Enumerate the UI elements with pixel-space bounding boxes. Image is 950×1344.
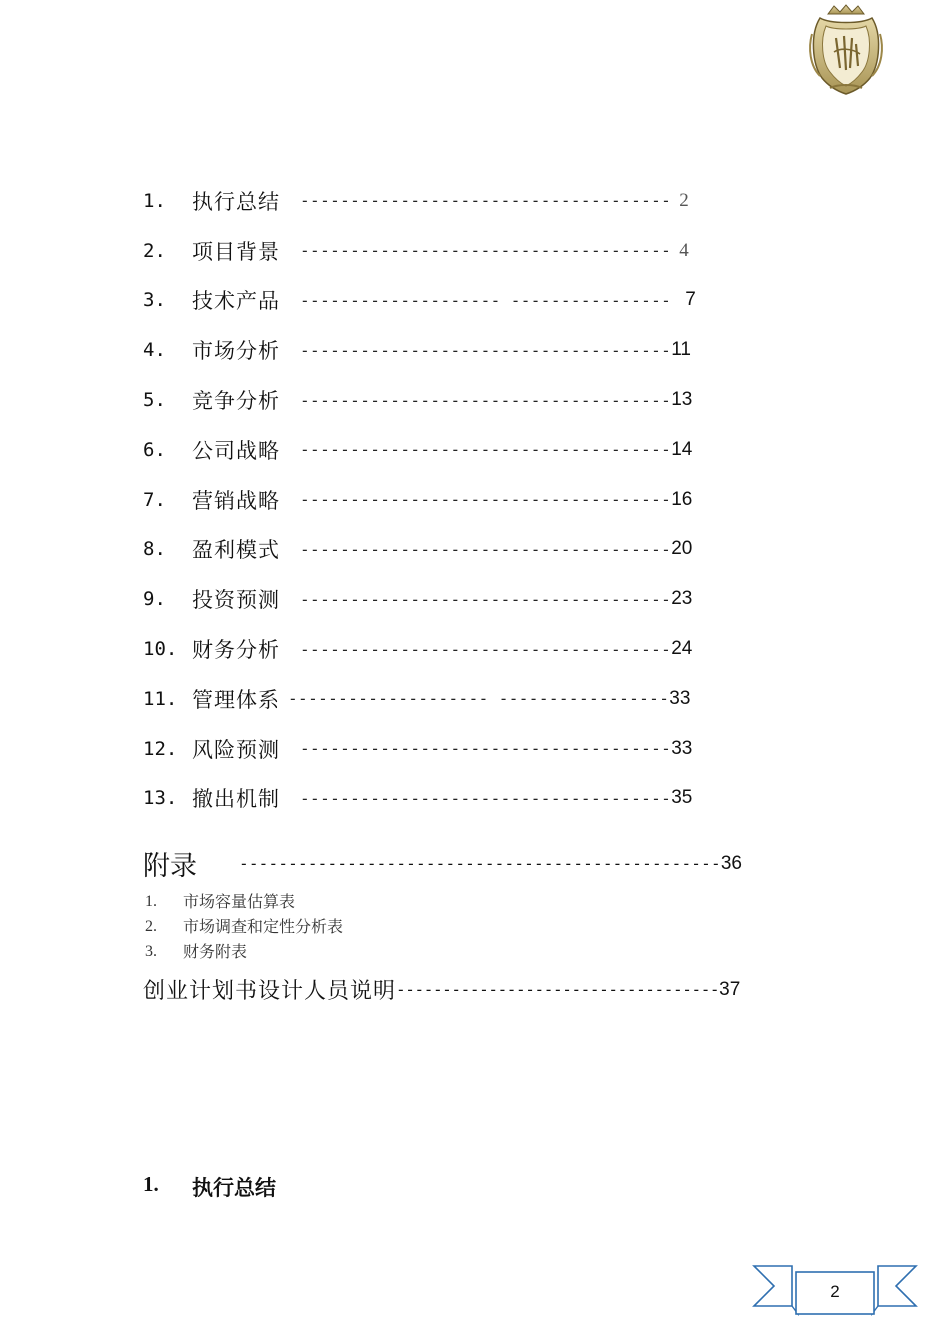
crest-emblem-icon — [806, 4, 886, 96]
appendix-item-number: 2. — [145, 918, 157, 935]
toc-entry-number: 4. — [143, 339, 166, 362]
list-item — [145, 939, 343, 964]
toc-entry-title: 公司战略 — [192, 438, 280, 463]
toc-entry-page: 14 — [671, 438, 693, 460]
toc-entry[interactable] — [143, 574, 743, 624]
toc-entry-title: 财务分析 — [192, 638, 280, 663]
toc-entry-leader: ------------------------------------- — [300, 440, 672, 460]
page-number-badge — [752, 1262, 918, 1322]
toc-entry-page: 7 — [685, 289, 696, 311]
toc-entry[interactable] — [143, 425, 743, 475]
toc-entry-leader: ------------------------------------- — [300, 788, 672, 808]
appendix-leader: ------------------------------------------------- — [239, 854, 721, 873]
table-of-contents — [143, 176, 743, 823]
toc-entry-number: 7. — [143, 488, 166, 511]
toc-entry-number: 2. — [143, 239, 166, 262]
designer-note-page: 37 — [719, 978, 741, 1000]
toc-entry-title: 执行总结 — [192, 189, 280, 214]
toc-entry-page: 20 — [671, 538, 693, 560]
appendix-item-label: 财务附表 — [183, 942, 248, 961]
list-item — [145, 889, 343, 914]
toc-entry-page: 16 — [671, 488, 693, 510]
toc-entry-number: 5. — [143, 389, 166, 412]
toc-entry-leader: ------------------------------------- — [300, 539, 672, 559]
list-item — [145, 914, 343, 939]
section-title: 执行总结 — [192, 1176, 276, 1200]
section-heading — [143, 1172, 276, 1202]
toc-entry[interactable] — [143, 375, 743, 425]
appendix-item-number: 3. — [145, 943, 157, 960]
toc-entry-title: 风险预测 — [192, 737, 280, 762]
toc-entry-page: 23 — [671, 588, 693, 610]
appendix-title: 附录 — [143, 851, 197, 882]
toc-entry-title: 管理体系 — [192, 687, 280, 712]
toc-entry-number: 9. — [143, 588, 166, 611]
toc-entry-title: 投资预测 — [192, 588, 280, 613]
toc-entry-title: 营销战略 — [192, 488, 280, 513]
toc-entry-page: 24 — [671, 638, 693, 660]
toc-entry-leader: ------------------------------------- — [300, 589, 672, 609]
toc-entry[interactable] — [143, 724, 743, 774]
toc-entry-page: 33 — [669, 687, 691, 709]
toc-entry-title: 技术产品 — [192, 289, 280, 314]
toc-entry-number: 1. — [143, 189, 166, 212]
toc-entry[interactable] — [143, 624, 743, 674]
toc-entry-number: 6. — [143, 438, 166, 461]
toc-entry-leader: ------------------------------------- — [300, 241, 672, 261]
toc-entry-designer-note[interactable] — [143, 974, 740, 1005]
toc-entry-page: 13 — [671, 389, 693, 411]
designer-note-title: 创业计划书设计人员说明 — [143, 979, 397, 1004]
toc-entry-leader: -------------------- ---------------- — [300, 290, 672, 310]
toc-entry-page: 4 — [679, 239, 689, 261]
toc-entry[interactable] — [143, 176, 743, 226]
toc-entry-appendix[interactable] — [143, 844, 823, 883]
toc-entry-title: 项目背景 — [192, 239, 280, 264]
toc-entry-leader: -------------------- ----------------- — [288, 689, 670, 709]
toc-entry-page: 2 — [679, 189, 689, 211]
toc-entry-leader: ------------------------------------- — [300, 490, 672, 510]
crest-logo — [806, 4, 886, 96]
appendix-page: 36 — [720, 852, 742, 874]
toc-entry[interactable] — [143, 226, 743, 276]
toc-entry-page: 35 — [671, 787, 693, 809]
toc-entry-page: 11 — [671, 339, 691, 361]
appendix-item-label: 市场调查和定性分析表 — [183, 917, 344, 936]
appendix-list — [145, 889, 343, 964]
toc-entry-leader: ------------------------------------- — [300, 191, 672, 211]
toc-entry-leader: ------------------------------------- — [300, 739, 672, 759]
toc-entry-number: 12. — [143, 737, 178, 760]
toc-entry-title: 竞争分析 — [192, 389, 280, 414]
toc-entry-number: 10. — [143, 638, 178, 661]
toc-entry[interactable] — [143, 325, 743, 375]
section-number: 1. — [143, 1172, 159, 1196]
designer-note-leader: ----------------------------------- — [396, 980, 720, 999]
toc-entry-title: 盈利模式 — [192, 538, 280, 563]
toc-entry-number: 11. — [143, 687, 178, 710]
toc-entry-number: 13. — [143, 787, 178, 810]
toc-entry[interactable] — [143, 525, 743, 575]
toc-entry[interactable] — [143, 674, 743, 724]
toc-entry[interactable] — [143, 276, 743, 326]
toc-entry-number: 3. — [143, 289, 166, 312]
appendix-item-label: 市场容量估算表 — [183, 892, 296, 911]
toc-entry-leader: ------------------------------------- — [300, 340, 672, 360]
toc-entry[interactable] — [143, 774, 743, 824]
toc-entry-number: 8. — [143, 538, 166, 561]
toc-entry-page: 33 — [671, 737, 693, 759]
appendix-item-number: 1. — [145, 893, 157, 910]
toc-entry-leader: ------------------------------------- — [300, 390, 672, 410]
page-number: 2 — [830, 1282, 840, 1301]
toc-entry-title: 市场分析 — [192, 339, 280, 364]
toc-entry[interactable] — [143, 475, 743, 525]
toc-entry-title: 撤出机制 — [192, 787, 280, 812]
toc-entry-leader: ------------------------------------- — [300, 639, 672, 659]
